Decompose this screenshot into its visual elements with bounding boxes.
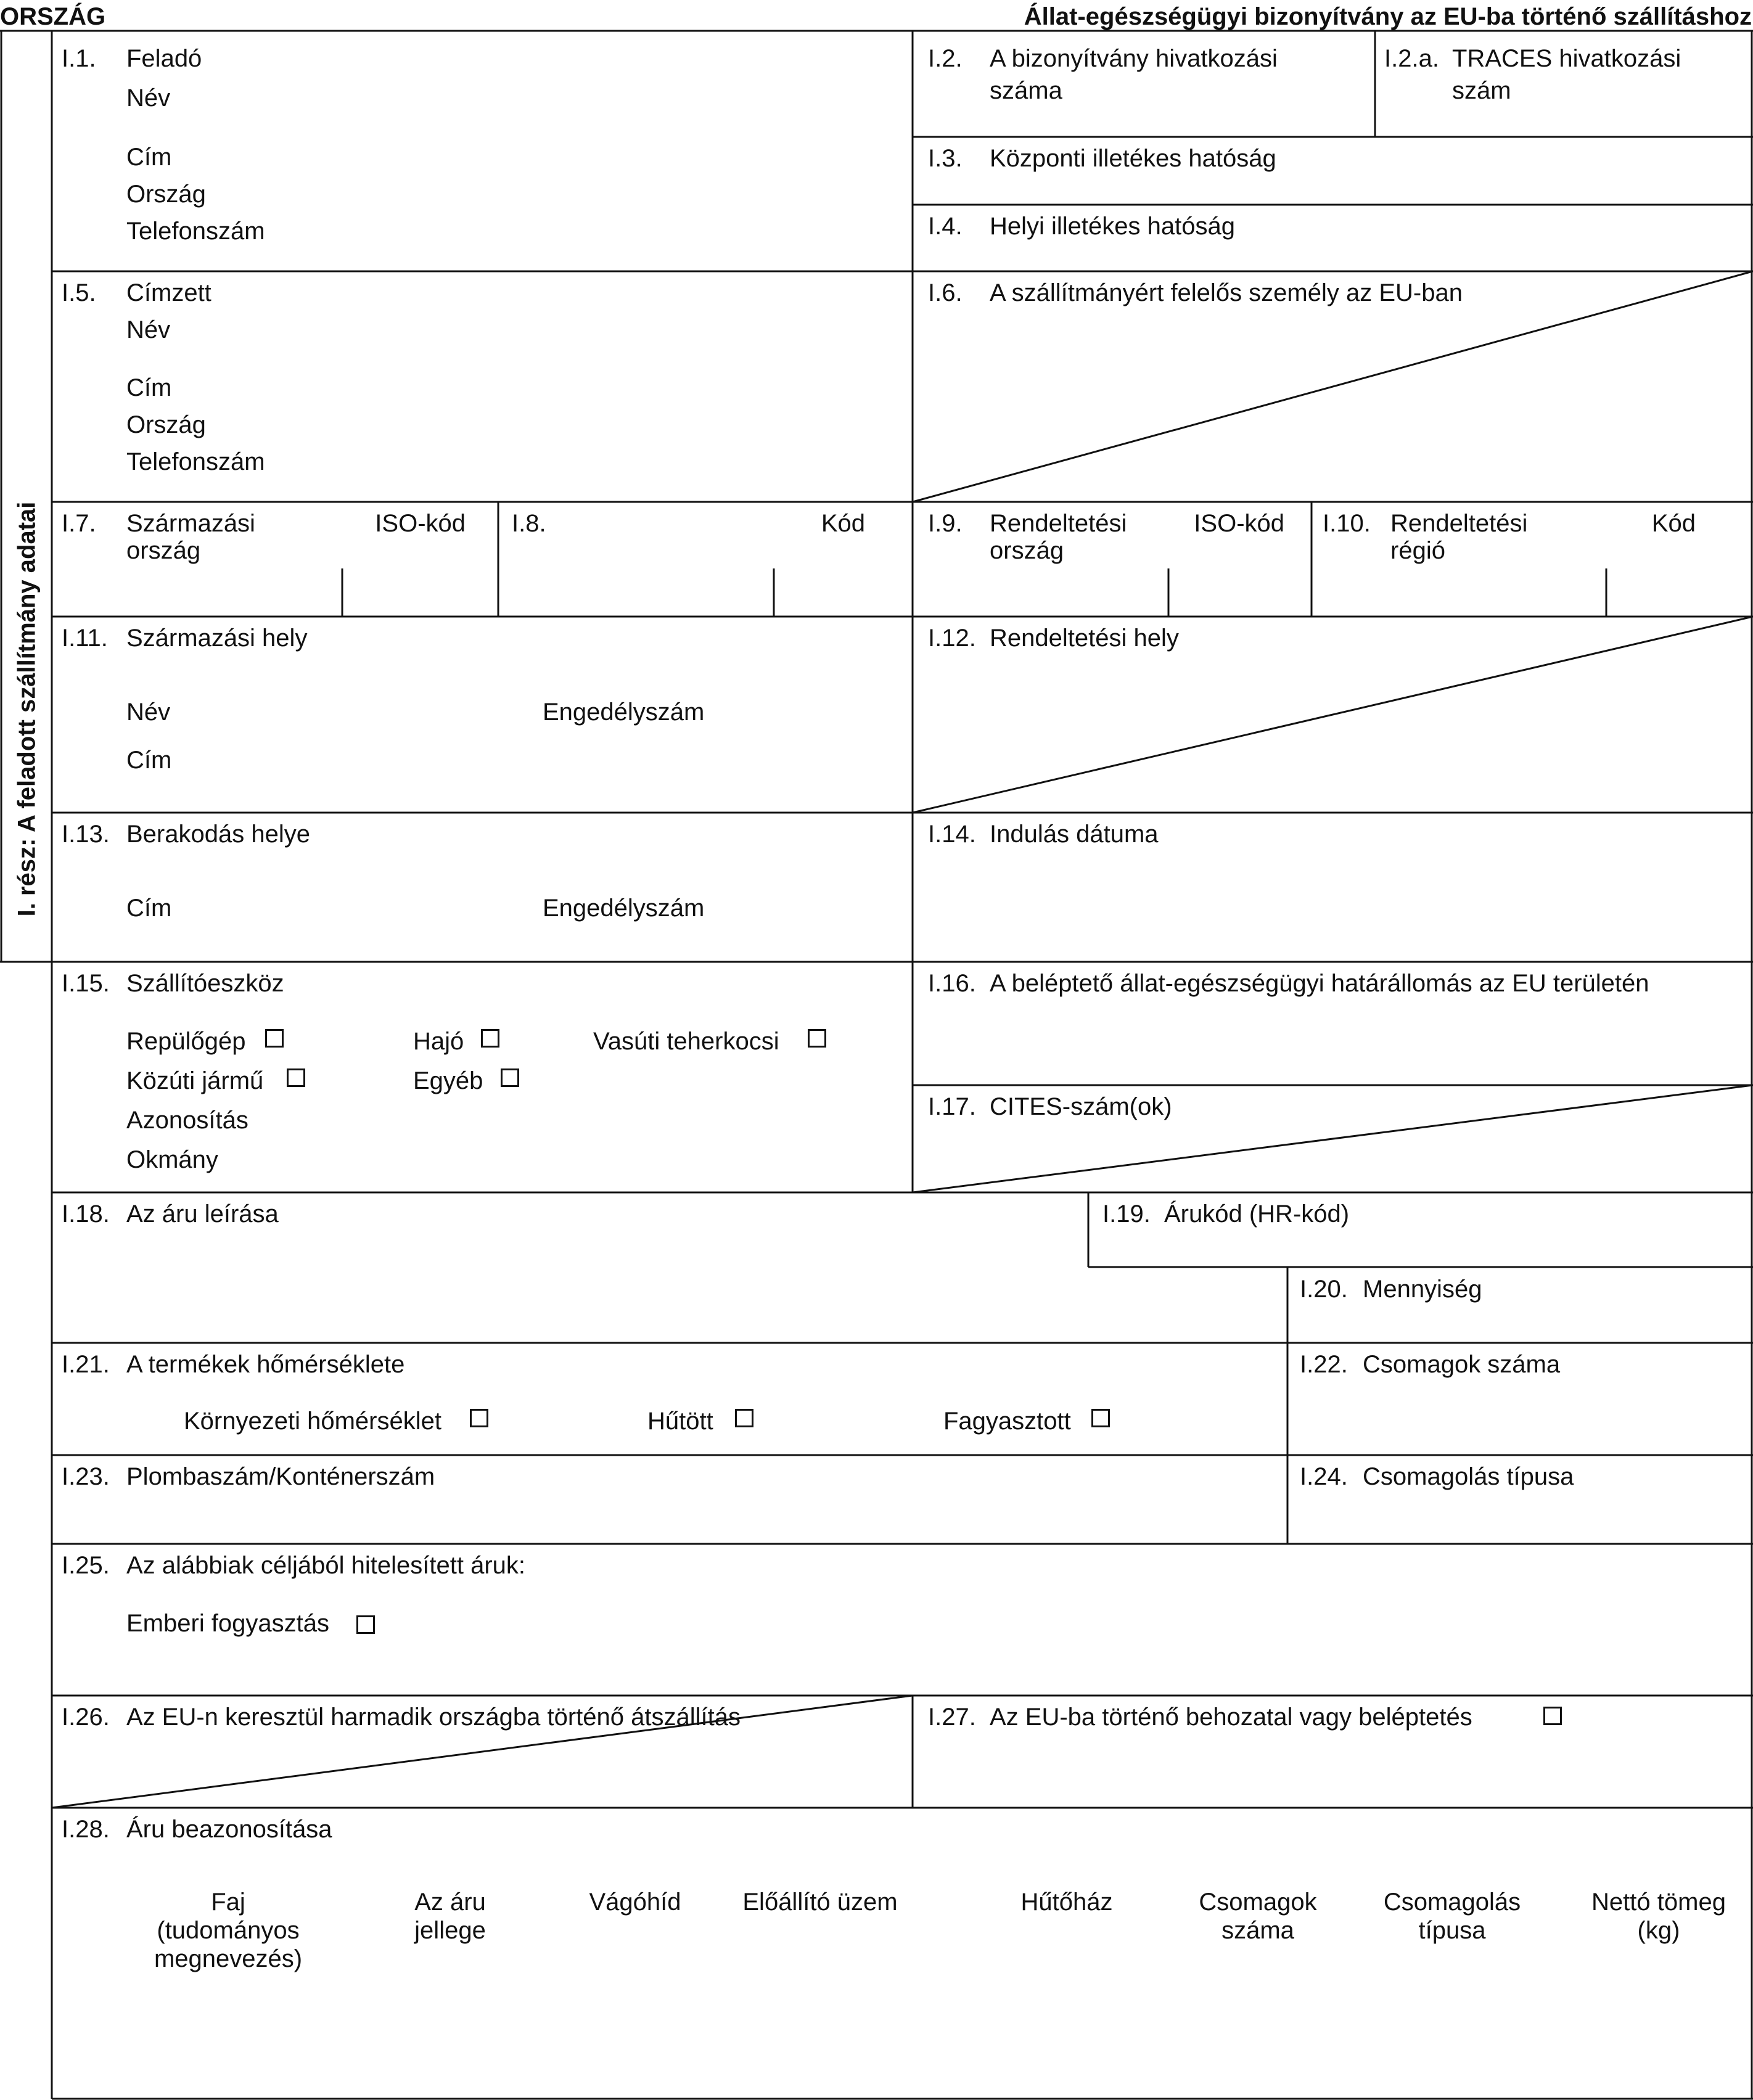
box-i17-number: I.17. (928, 1093, 976, 1120)
box-i16-number: I.16. (928, 970, 976, 997)
i28-col-processing-plant: Előállító üzem (742, 1889, 898, 1916)
box-i14-number: I.14. (928, 821, 976, 848)
box-i16-title: A beléptető állat-egészségügyi határállomás az EU területén (990, 970, 1649, 997)
box-i27-number: I.27. (928, 1704, 976, 1731)
i28-col-slaughterhouse: Vágóhíd (589, 1889, 681, 1916)
box-i25-title: Az alábbiak céljából hitelesített áruk: (126, 1552, 526, 1579)
box-i1-phone-label: Telefonszám (126, 218, 265, 245)
box-i20-number: I.20. (1300, 1276, 1348, 1303)
box-i10-title-line1: Rendeltetési (1390, 510, 1528, 537)
ambient-temperature-checkbox[interactable] (470, 1409, 488, 1427)
box-i13-title: Berakodás helye (126, 821, 310, 848)
box-i5-name-label: Név (126, 316, 171, 343)
box-i9-title-line1: Rendeltetési (990, 510, 1127, 537)
box-i15-doc-label: Okmány (126, 1146, 218, 1173)
box-i2a-number: I.2.a. (1384, 45, 1439, 72)
box-i10-title-line2: régió (1390, 537, 1445, 564)
box-i5-title: Címzett (126, 279, 211, 306)
box-i27-title: Az EU-ba történő behozatal vagy beléptetés (990, 1704, 1472, 1731)
box-i1-number: I.1. (62, 45, 96, 72)
rail-checkbox[interactable] (808, 1029, 826, 1048)
box-i26-title: Az EU-n keresztül harmadik országba történő átszállítás (126, 1704, 741, 1731)
box-i21-frozen-label: Fagyasztott (943, 1408, 1071, 1435)
box-i2-title-line2: száma (990, 77, 1062, 104)
box-i15-road-label: Közúti jármű (126, 1067, 264, 1094)
i28-col-package-type: Csomagolás típusa (1383, 1889, 1521, 1944)
box-i14-title: Indulás dátuma (990, 821, 1159, 848)
box-i7-number: I.7. (62, 510, 96, 537)
box-i12-title: Rendeltetési hely (990, 625, 1179, 652)
box-i2-number: I.2. (928, 45, 963, 72)
box-i15-number: I.15. (62, 970, 110, 997)
chilled-checkbox[interactable] (735, 1409, 753, 1427)
box-i9-number: I.9. (928, 510, 963, 537)
box-i4-number: I.4. (928, 213, 963, 240)
box-i7-iso-code-label: ISO-kód (375, 510, 466, 537)
box-i9-title-line2: ország (990, 537, 1064, 564)
box-i5-phone-label: Telefonszám (126, 448, 265, 475)
plane-checkbox[interactable] (265, 1029, 284, 1048)
box-i1-name-label: Név (126, 84, 171, 112)
box-i3-number: I.3. (928, 145, 963, 172)
box-i25-human-label: Emberi fogyasztás (126, 1610, 330, 1637)
box-i11-title: Származási hely (126, 625, 308, 652)
box-i2a-title-line1: TRACES hivatkozási (1452, 45, 1681, 72)
certificate-title: Állat-egészségügyi bizonyítvány az EU-ba történő szállításhoz (1024, 3, 1752, 30)
box-i13-address-label: Cím (126, 895, 172, 922)
box-i18-title: Az áru leírása (126, 1200, 279, 1228)
box-i8-number: I.8. (512, 510, 546, 537)
box-i15-plane-label: Repülőgép (126, 1028, 246, 1055)
box-i10-code-label: Kód (1651, 510, 1696, 537)
box-i11-address-label: Cím (126, 747, 172, 774)
box-i4-title: Helyi illetékes hatóság (990, 213, 1235, 240)
human-consumption-checkbox[interactable] (356, 1615, 375, 1634)
box-i25-number: I.25. (62, 1552, 110, 1579)
import-entry-checkbox[interactable] (1543, 1707, 1562, 1725)
box-i15-ident-label: Azonosítás (126, 1107, 248, 1134)
box-i11-name-label: Név (126, 699, 171, 726)
other-transport-checkbox[interactable] (501, 1068, 519, 1087)
box-i11-number: I.11. (62, 625, 108, 652)
box-i21-chilled-label: Hűtött (647, 1408, 713, 1435)
frozen-checkbox[interactable] (1091, 1409, 1110, 1427)
box-i22-title: Csomagok száma (1363, 1351, 1561, 1378)
box-i17-title: CITES-szám(ok) (990, 1093, 1172, 1120)
box-i24-number: I.24. (1300, 1463, 1348, 1490)
box-i28-number: I.28. (62, 1816, 110, 1843)
i28-col-species: Faj (tudományos megnevezés) (154, 1889, 303, 1972)
box-i20-title: Mennyiség (1363, 1276, 1482, 1303)
box-i26-number: I.26. (62, 1704, 110, 1731)
box-i23-number: I.23. (62, 1463, 110, 1490)
box-i6-title: A szállítmányért felelős személy az EU-ban (990, 279, 1463, 306)
box-i3-title: Központi illetékes hatóság (990, 145, 1276, 172)
box-i21-ambient-label: Környezeti hőmérséklet (184, 1408, 441, 1435)
box-i13-approval-label: Engedélyszám (543, 895, 705, 922)
box-i15-ship-label: Hajó (413, 1028, 464, 1055)
box-i22-number: I.22. (1300, 1351, 1348, 1378)
box-i5-address-label: Cím (126, 374, 172, 401)
box-i13-number: I.13. (62, 821, 110, 848)
i28-col-cold-store: Hűtőház (1020, 1889, 1113, 1916)
i28-col-nature: Az áru jellege (414, 1889, 486, 1944)
road-vehicle-checkbox[interactable] (287, 1068, 305, 1087)
box-i21-number: I.21. (62, 1351, 110, 1378)
box-i28-title: Áru beazonosítása (126, 1816, 332, 1843)
box-i23-title: Plombaszám/Konténerszám (126, 1463, 435, 1490)
box-i7-title-line1: Származási (126, 510, 255, 537)
box-i19-number: I.19. (1102, 1200, 1151, 1228)
box-i21-title: A termékek hőmérséklete (126, 1351, 405, 1378)
box-i10-number: I.10. (1323, 510, 1371, 537)
box-i5-number: I.5. (62, 279, 96, 306)
box-i2a-title-line2: szám (1452, 77, 1511, 104)
i28-col-net-weight: Nettó tömeg (kg) (1591, 1889, 1726, 1944)
box-i15-other-label: Egyéb (413, 1067, 483, 1094)
box-i6-number: I.6. (928, 279, 963, 306)
box-i1-title: Feladó (126, 45, 202, 72)
box-i5-country-label: Ország (126, 411, 206, 438)
box-i12-number: I.12. (928, 625, 976, 652)
box-i1-country-label: Ország (126, 181, 206, 208)
box-i15-title: Szállítóeszköz (126, 970, 284, 997)
box-i2-title-line1: A bizonyítvány hivatkozási (990, 45, 1278, 72)
box-i15-rail-label: Vasúti teherkocsi (593, 1028, 779, 1055)
box-i7-title-line2: ország (126, 537, 201, 564)
country-heading: ORSZÁG (0, 3, 106, 30)
box-i18-number: I.18. (62, 1200, 110, 1228)
box-i8-code-label: Kód (821, 510, 865, 537)
i28-col-packages: Csomagok száma (1199, 1889, 1317, 1944)
box-i19-title: Árukód (HR-kód) (1164, 1200, 1350, 1228)
ship-checkbox[interactable] (481, 1029, 499, 1048)
box-i9-iso-code-label: ISO-kód (1194, 510, 1284, 537)
box-i1-address-label: Cím (126, 144, 172, 171)
box-i24-title: Csomagolás típusa (1363, 1463, 1574, 1490)
box-i11-approval-label: Engedélyszám (543, 699, 705, 726)
